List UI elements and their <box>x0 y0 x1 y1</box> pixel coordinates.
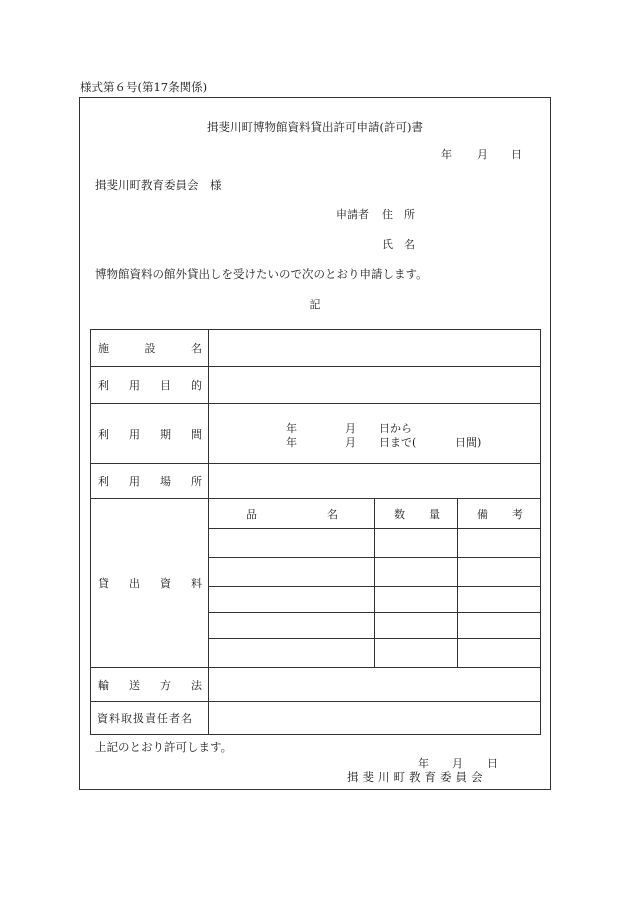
form-number: 様式第６号(第17条関係) <box>80 80 208 94</box>
header-item-name: 品 名 <box>209 499 375 529</box>
permit-statement: 上記のとおり許可します。 <box>95 740 233 754</box>
material-item-cell[interactable] <box>209 587 375 613</box>
material-qty-cell[interactable] <box>375 587 458 613</box>
period-start-month: 月 <box>345 421 356 435</box>
place-field[interactable] <box>209 464 541 499</box>
material-item-cell[interactable] <box>209 558 375 587</box>
period-end-day: 日まで( <box>379 435 417 449</box>
period-days: 日間) <box>455 435 482 449</box>
permit-year: 年 <box>418 757 429 770</box>
period-start-year: 年 <box>286 421 297 435</box>
period-end-month: 月 <box>345 435 356 449</box>
material-notes-cell[interactable] <box>458 639 541 668</box>
facility-field[interactable] <box>209 330 541 367</box>
row-manager <box>91 702 541 735</box>
material-notes-cell[interactable] <box>458 613 541 639</box>
label-transport: 輸 送 方 法 <box>91 668 209 702</box>
row-facility <box>91 330 541 367</box>
label-place: 利 用 場 所 <box>91 464 209 499</box>
label-period: 利 用 期 間 <box>91 404 209 464</box>
material-notes-cell[interactable] <box>458 587 541 613</box>
transport-field[interactable] <box>209 668 541 702</box>
applicant-address-label: 住 所 <box>382 208 415 221</box>
material-qty-cell[interactable] <box>375 639 458 668</box>
material-item-cell[interactable] <box>209 639 375 668</box>
material-item-cell[interactable] <box>209 529 375 558</box>
request-statement: 博物館資料の館外貸出しを受けたいので次のとおり申請します。 <box>95 267 428 281</box>
document-title: 揖斐川町博物館資料貸出許可申請(許可)書 <box>207 120 423 134</box>
period-field[interactable] <box>209 404 541 464</box>
label-facility: 施 設 名 <box>91 330 209 367</box>
material-notes-cell[interactable] <box>458 558 541 587</box>
header-quantity: 数 量 <box>375 499 458 529</box>
date-year: 年 <box>441 148 452 161</box>
material-notes-cell[interactable] <box>458 529 541 558</box>
material-qty-cell[interactable] <box>375 558 458 587</box>
application-table <box>90 329 541 735</box>
label-materials: 貸 出 資 料 <box>91 499 209 668</box>
applicant-name-label: 氏 名 <box>382 238 415 251</box>
date-month: 月 <box>477 148 488 161</box>
label-purpose: 利 用 目 的 <box>91 367 209 404</box>
applicant-label: 申請者 <box>336 208 369 221</box>
row-materials-header <box>91 499 541 529</box>
material-item-cell[interactable] <box>209 613 375 639</box>
manager-field[interactable] <box>209 702 541 735</box>
row-purpose <box>91 367 541 404</box>
period-end-year: 年 <box>286 435 297 449</box>
permit-month: 月 <box>452 757 463 770</box>
period-start-day: 日から <box>379 421 412 435</box>
label-manager: 資料取扱責任者名 <box>91 702 209 735</box>
header-notes: 備 考 <box>458 499 541 529</box>
addressee: 揖斐川町教育委員会 様 <box>95 178 222 192</box>
row-place <box>91 464 541 499</box>
material-qty-cell[interactable] <box>375 613 458 639</box>
permit-day: 日 <box>487 757 498 770</box>
purpose-field[interactable] <box>209 367 541 404</box>
material-qty-cell[interactable] <box>375 529 458 558</box>
row-transport <box>91 668 541 702</box>
permit-issuer: 揖斐川町教育委員会 <box>347 770 487 784</box>
ki-heading: 記 <box>309 298 321 311</box>
row-period <box>91 404 541 464</box>
date-day: 日 <box>511 148 522 161</box>
